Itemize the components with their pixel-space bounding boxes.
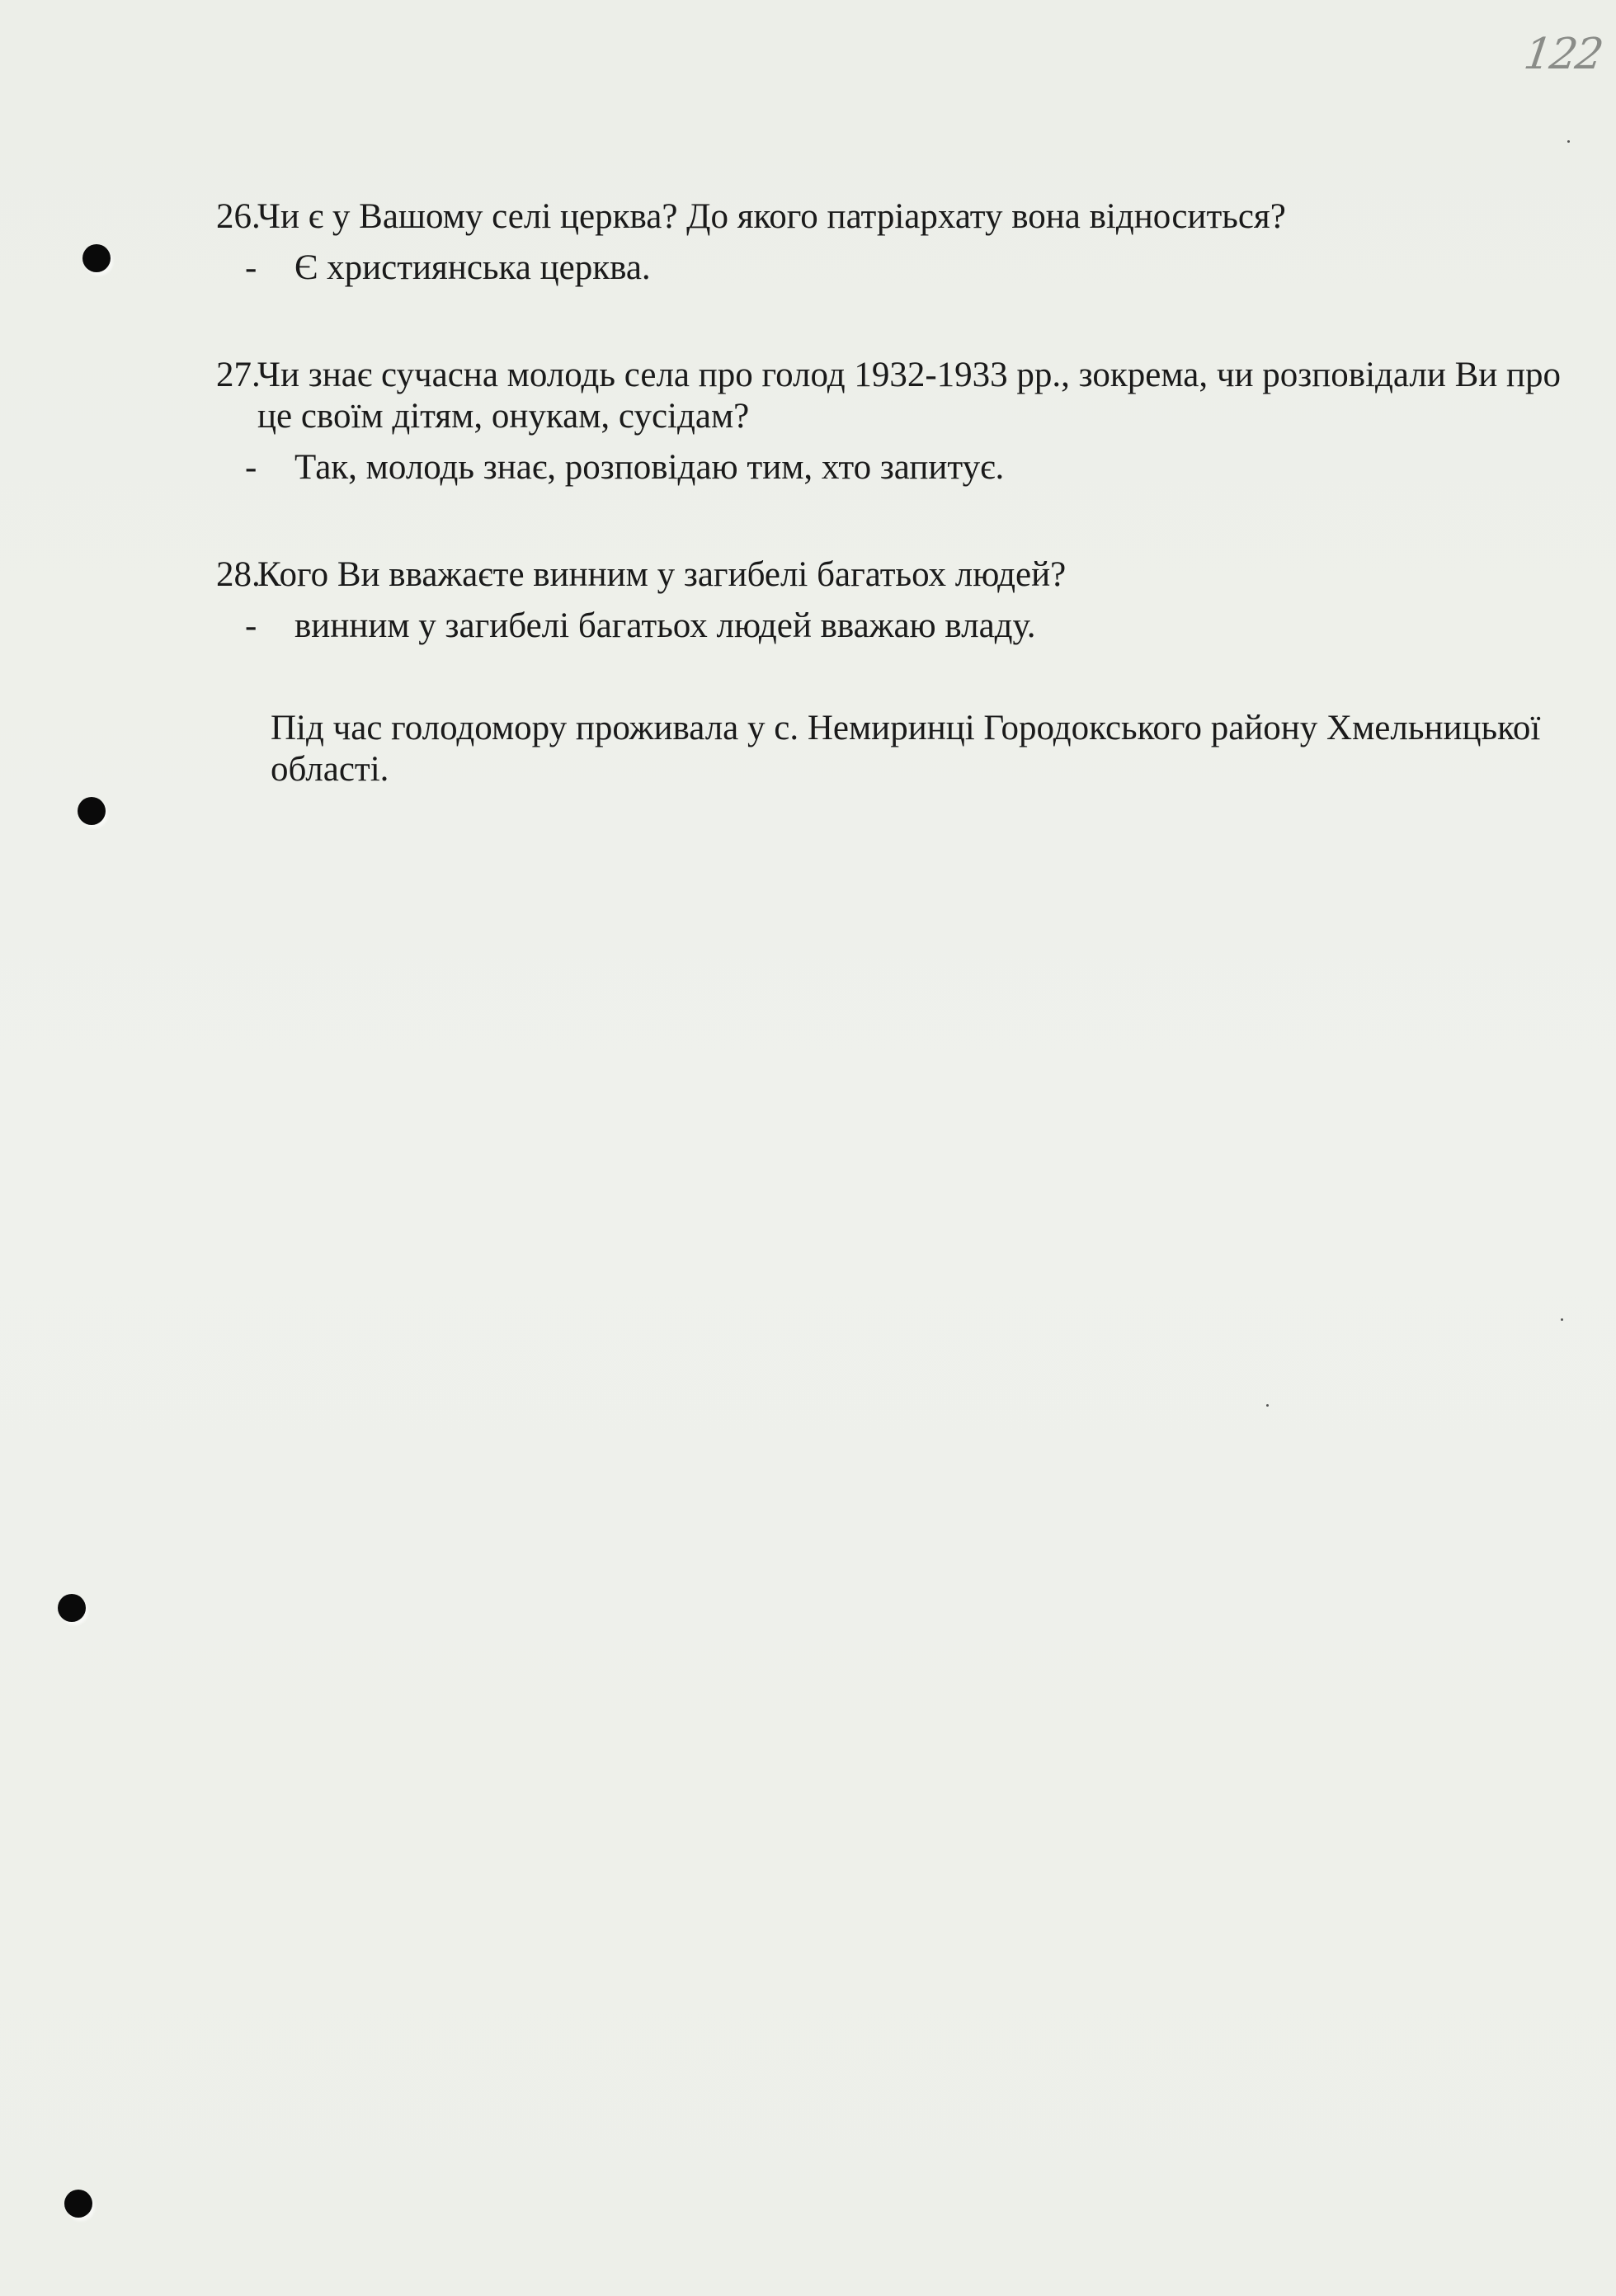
question-number: 28. bbox=[216, 555, 261, 594]
punch-hole-4 bbox=[64, 2190, 92, 2218]
answer-dash: - bbox=[245, 448, 257, 487]
punch-hole-3 bbox=[58, 1594, 86, 1622]
answer-dash: - bbox=[245, 248, 257, 287]
answer-dash: - bbox=[245, 606, 257, 645]
closing-note: Під час голодомору проживала у с. Немиринці Городокського району Хмельницької області. bbox=[271, 709, 1541, 789]
paper-speck bbox=[1567, 140, 1570, 143]
handwritten-page-number: 122 bbox=[1520, 30, 1605, 79]
qa-block-28 bbox=[216, 554, 1585, 647]
answer bbox=[216, 248, 1585, 289]
answer-text: винним у загибелі багатьох людей вважаю владу. bbox=[294, 606, 1036, 645]
paper-speck bbox=[1266, 1404, 1269, 1407]
qa-block-26 bbox=[216, 196, 1585, 289]
answer-text: Так, молодь знає, розповідаю тим, хто запитує. bbox=[294, 448, 1005, 487]
question bbox=[216, 355, 1585, 437]
question bbox=[216, 196, 1585, 238]
qa-block-27 bbox=[216, 355, 1585, 488]
question-number: 27. bbox=[216, 356, 261, 394]
answer bbox=[216, 606, 1585, 647]
question-number: 26. bbox=[216, 197, 261, 236]
answer-text: Є християнська церква. bbox=[294, 248, 651, 287]
question-text: Чи є у Вашому селі церква? До якого патріархату вона відноситься? bbox=[257, 197, 1286, 236]
question bbox=[216, 554, 1585, 596]
question-text: Чи знає сучасна молодь села про голод 1932-1933 рр., зокрема, чи розповідали Ви про це своїм дітям, онукам, сусідам? bbox=[257, 356, 1562, 436]
answer bbox=[216, 447, 1585, 488]
question-text: Кого Ви вважаєте винним у загибелі багатьох людей? bbox=[257, 555, 1067, 594]
paper-speck bbox=[1561, 1318, 1563, 1321]
punch-hole-1 bbox=[82, 244, 111, 272]
punch-hole-2 bbox=[78, 797, 106, 825]
